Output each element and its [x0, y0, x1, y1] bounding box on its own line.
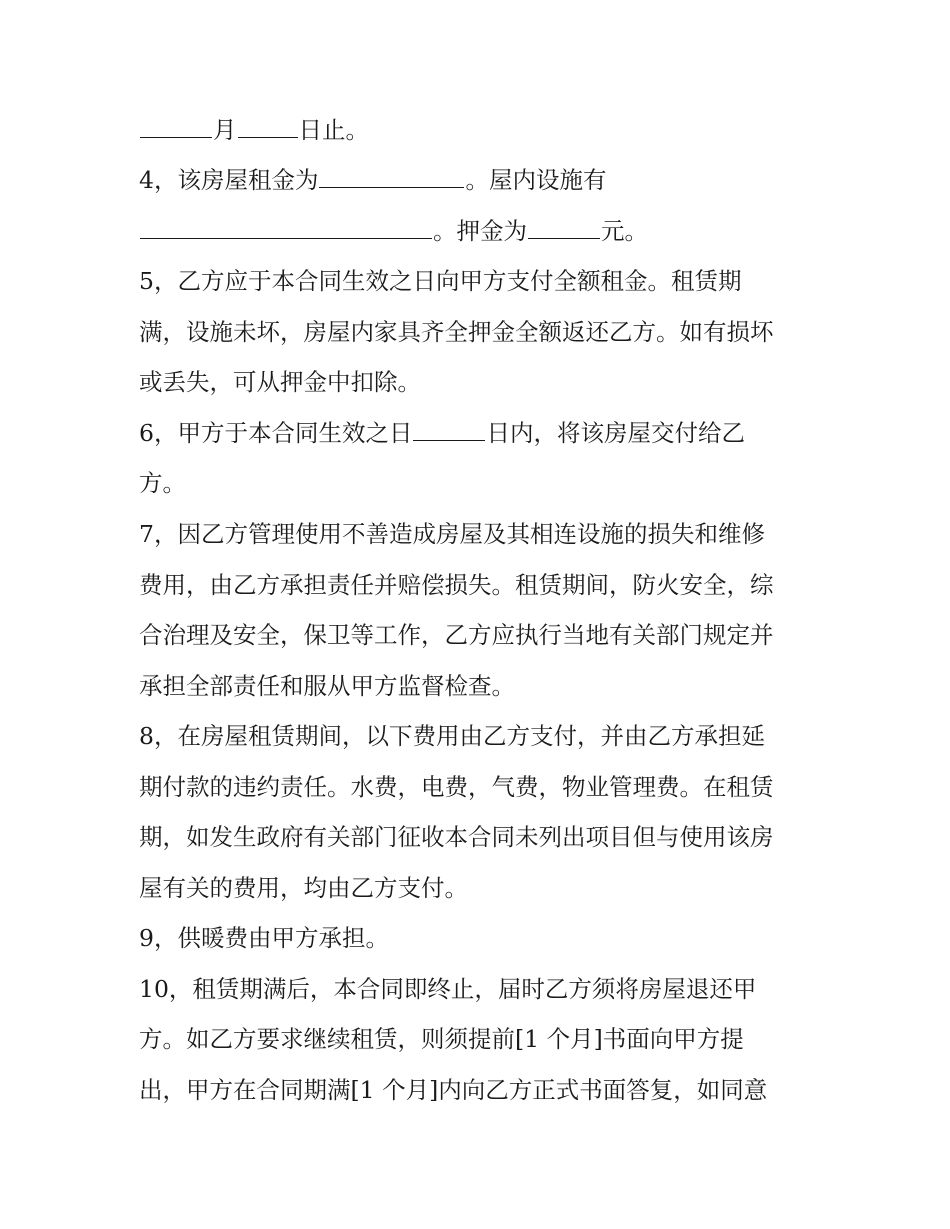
text-line-20: 出，甲方在合同期满[1 个月]内向乙方正式书面答复，如同意 — [139, 1076, 768, 1104]
text-line-8: 方。 — [139, 469, 186, 497]
text-line-4: 5，乙方应于本合同生效之日向甲方支付全额租金。租赁期 — [139, 267, 742, 295]
text-line-11: 合治理及安全，保卫等工作，乙方应执行当地有关部门规定并 — [139, 621, 774, 649]
fill-blank-days — [413, 418, 485, 441]
text-fragment: 。屋内设施有 — [465, 166, 607, 194]
text-line-12: 承担全部责任和服从甲方监督检查。 — [139, 672, 515, 700]
fill-blank-month — [140, 115, 212, 138]
fill-blank-day — [238, 115, 298, 138]
text-line-1 — [139, 114, 369, 146]
text-fragment: 6，甲方于本合同生效之日 — [139, 419, 413, 447]
text-fragment: 元。 — [601, 217, 648, 245]
text-line-2 — [139, 164, 606, 196]
text-line-19: 方。如乙方要求继续租赁，则须提前[1 个月]书面向甲方提 — [139, 1025, 744, 1053]
text-line-15: 期，如发生政府有关部门征收本合同未列出项目但与使用该房 — [139, 823, 774, 851]
text-line-10: 费用，由乙方承担责任并赔偿损失。租赁期间，防火安全，综 — [139, 571, 774, 599]
text-line-9: 7，因乙方管理使用不善造成房屋及其相连设施的损失和维修 — [139, 520, 765, 548]
fill-blank-deposit — [528, 216, 600, 239]
text-line-16: 屋有关的费用，均由乙方支付。 — [139, 874, 468, 902]
text-fragment: 。押金为 — [433, 217, 527, 245]
text-line-13: 8，在房屋租赁期间，以下费用由乙方支付，并由乙方承担延 — [139, 722, 765, 750]
text-fragment: 日内，将该房屋交付给乙 — [486, 419, 745, 447]
fill-blank-facilities — [140, 216, 432, 239]
text-line-5: 满，设施未坏，房屋内家具齐全押金全额返还乙方。如有损坏 — [139, 318, 774, 346]
text-fragment: 月 — [213, 116, 237, 144]
text-line-6: 或丢失，可从押金中扣除。 — [139, 368, 421, 396]
fill-blank-rent — [319, 165, 464, 188]
text-line-14: 期付款的违约责任。水费，电费，气费，物业管理费。在租赁 — [139, 773, 774, 801]
text-fragment: 日止。 — [298, 116, 369, 144]
text-line-18: 10，租赁期满后，本合同即终止，届时乙方须将房屋退还甲 — [139, 975, 757, 1003]
text-line-7 — [139, 417, 745, 449]
text-fragment: 4，该房屋租金为 — [139, 166, 319, 194]
text-line-17: 9，供暖费由甲方承担。 — [139, 924, 389, 952]
text-line-3 — [139, 215, 648, 247]
